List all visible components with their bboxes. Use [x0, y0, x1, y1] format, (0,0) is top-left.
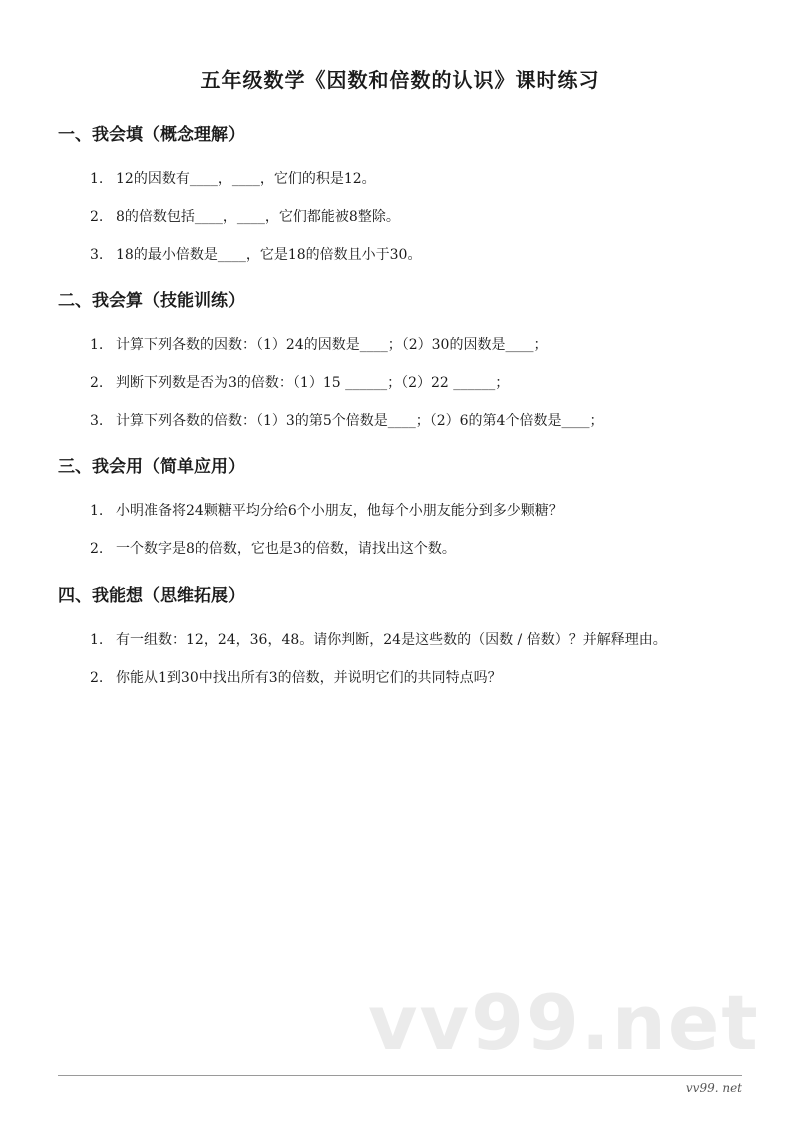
page-title: 五年级数学《因数和倍数的认识》课时练习 — [200, 68, 600, 92]
question-number: 2. — [90, 375, 104, 391]
footer-site-label: vv99. net — [685, 1081, 742, 1095]
question-item — [58, 160, 758, 198]
question-number: 3. — [90, 413, 104, 429]
footer-divider — [58, 1075, 742, 1076]
question-item — [58, 659, 758, 697]
question-text: 有一组数：12，24，36，48。请你判断，24是这些数的（因数 / 倍数）？并解释理由。 — [116, 632, 667, 648]
question-number: 2. — [90, 541, 104, 557]
question-text: 12的因数有____，____，它们的积是12。 — [116, 171, 376, 187]
section-heading: 四、我能想（思维拓展） — [58, 586, 245, 606]
question-number: 1. — [90, 503, 104, 519]
question-item — [58, 492, 758, 530]
question-item — [58, 530, 758, 568]
question-number: 1. — [90, 632, 104, 648]
section-application — [58, 454, 758, 568]
section-thinking — [58, 583, 758, 697]
question-item — [58, 621, 758, 659]
section-heading: 二、我会算（技能训练） — [58, 291, 245, 311]
question-text: 判断下列数是否为3的倍数：（1）15 ______；（2）22 ______； — [116, 375, 510, 391]
watermark: vv99.net — [368, 978, 760, 1067]
section-calculation — [58, 288, 758, 440]
question-list — [58, 492, 758, 568]
question-number: 1. — [90, 171, 104, 187]
question-text: 小明准备将24颗糖平均分给6个小朋友，他每个小朋友能分到多少颗糖？ — [116, 503, 563, 519]
question-number: 2. — [90, 670, 104, 686]
question-item — [58, 364, 758, 402]
question-list — [58, 621, 758, 697]
question-number: 3. — [90, 247, 104, 263]
question-text: 8的倍数包括____，____，它们都能被8整除。 — [116, 209, 400, 225]
question-text: 计算下列各数的倍数：（1）3的第5个倍数是____；（2）6的第4个倍数是____； — [116, 413, 604, 429]
section-fill-in — [58, 122, 758, 274]
question-list — [58, 160, 758, 274]
question-text: 计算下列各数的因数：（1）24的因数是____；（2）30的因数是____； — [116, 337, 548, 353]
question-item — [58, 198, 758, 236]
question-number: 1. — [90, 337, 104, 353]
question-number: 2. — [90, 209, 104, 225]
question-list — [58, 326, 758, 440]
question-item — [58, 236, 758, 274]
question-text: 一个数字是8的倍数，它也是3的倍数，请找出这个数。 — [116, 541, 456, 557]
section-heading: 三、我会用（简单应用） — [58, 457, 245, 477]
section-heading: 一、我会填（概念理解） — [58, 125, 245, 145]
question-text: 你能从1到30中找出所有3的倍数，并说明它们的共同特点吗？ — [116, 670, 502, 686]
question-item — [58, 326, 758, 364]
question-text: 18的最小倍数是____，它是18的倍数且小于30。 — [116, 247, 422, 263]
question-item — [58, 402, 758, 440]
